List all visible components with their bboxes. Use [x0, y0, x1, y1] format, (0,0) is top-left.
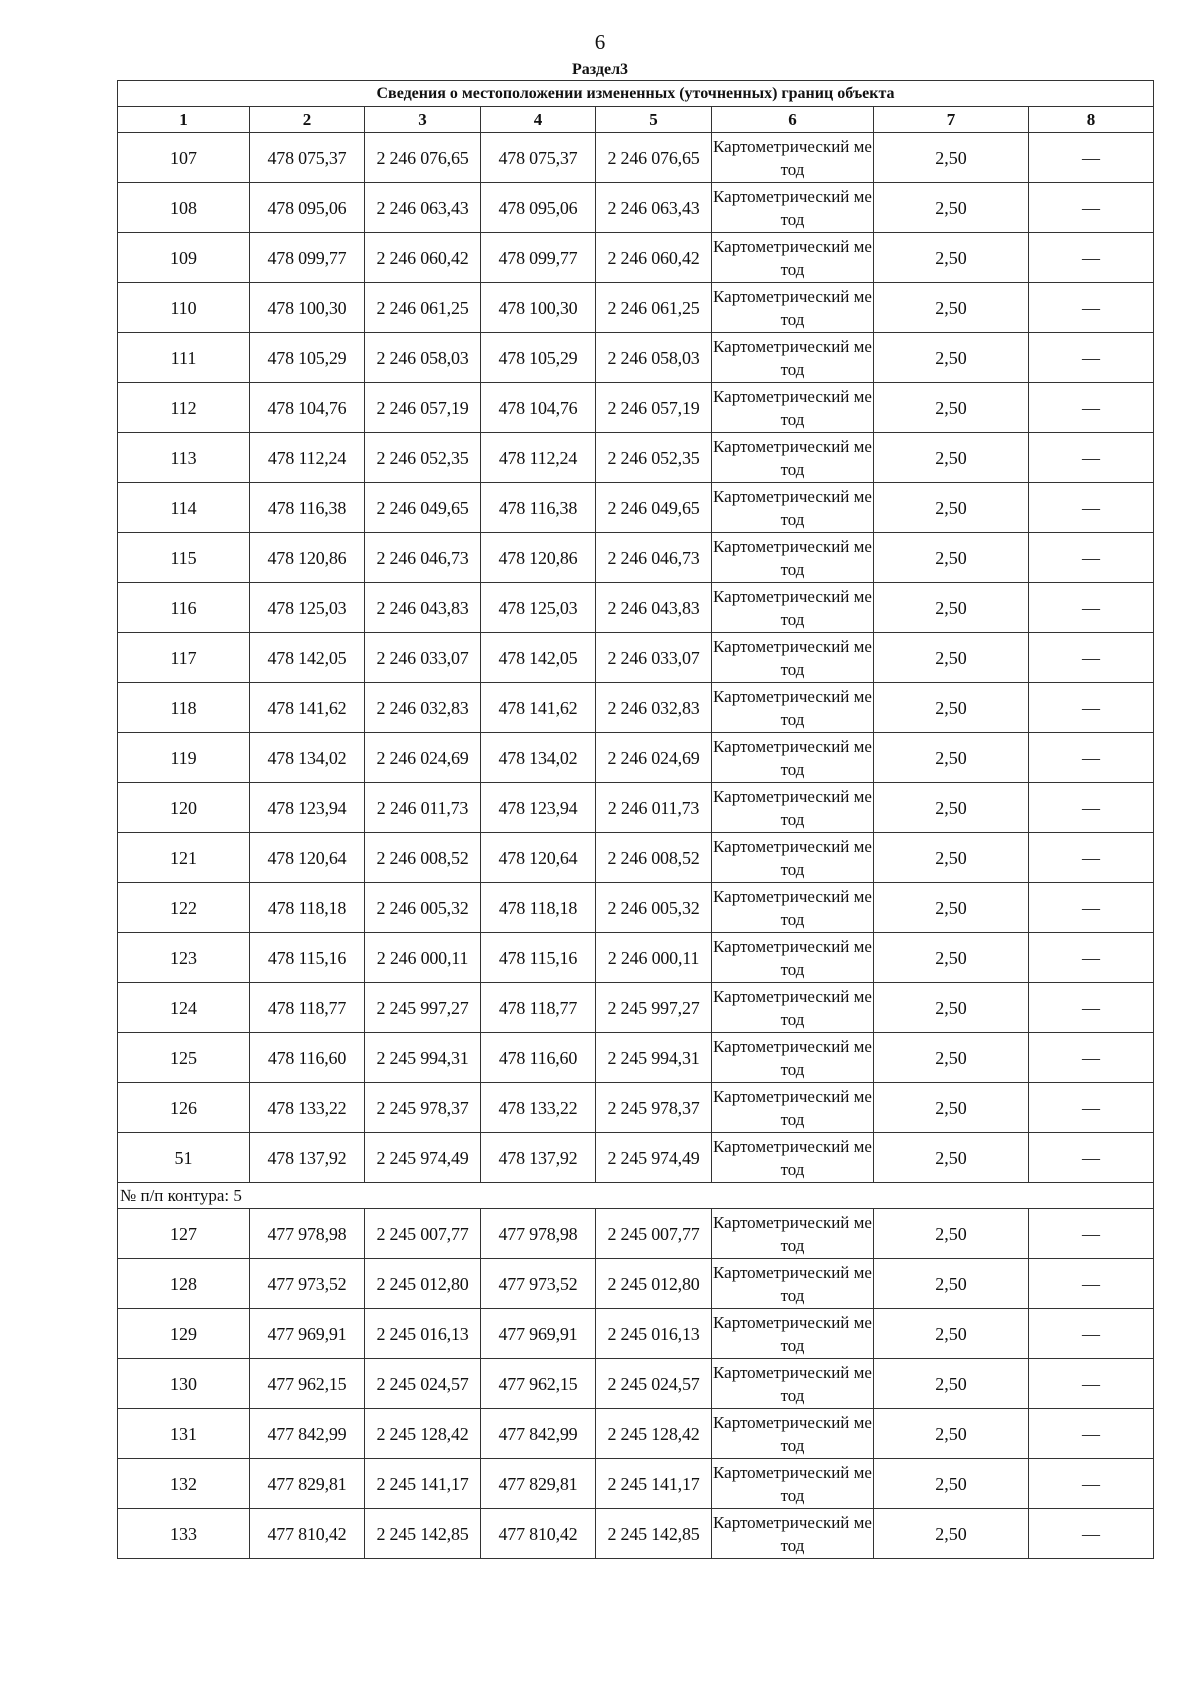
- x-coordinate-cell: 477 842,99: [481, 1409, 596, 1459]
- table-row: [118, 983, 1154, 1033]
- accuracy-cell: 2,50: [874, 1509, 1029, 1559]
- accuracy-cell: 2,50: [874, 833, 1029, 883]
- point-number-cell: 118: [118, 683, 250, 733]
- note-cell: —: [1029, 583, 1154, 633]
- point-number-cell: 108: [118, 183, 250, 233]
- point-number-cell: 117: [118, 633, 250, 683]
- x-coordinate-cell: 478 120,86: [481, 533, 596, 583]
- y-coordinate-cell: 2 246 011,73: [596, 783, 712, 833]
- accuracy-cell: 2,50: [874, 1259, 1029, 1309]
- y-coordinate-cell: 2 245 142,85: [365, 1509, 481, 1559]
- method-cell: Картометрический метод: [712, 883, 874, 933]
- x-coordinate-cell: 478 104,76: [481, 383, 596, 433]
- accuracy-cell: 2,50: [874, 883, 1029, 933]
- accuracy-cell: 2,50: [874, 433, 1029, 483]
- note-cell: —: [1029, 1509, 1154, 1559]
- point-number-cell: 119: [118, 733, 250, 783]
- x-coordinate-cell: 478 100,30: [481, 283, 596, 333]
- y-coordinate-cell: 2 246 005,32: [596, 883, 712, 933]
- x-coordinate-cell: 478 099,77: [481, 233, 596, 283]
- accuracy-cell: 2,50: [874, 933, 1029, 983]
- accuracy-cell: 2,50: [874, 783, 1029, 833]
- y-coordinate-cell: 2 246 043,83: [596, 583, 712, 633]
- y-coordinate-cell: 2 246 011,73: [365, 783, 481, 833]
- table-row: [118, 1133, 1154, 1183]
- table-row: [118, 133, 1154, 183]
- y-coordinate-cell: 2 246 057,19: [596, 383, 712, 433]
- y-coordinate-cell: 2 245 141,17: [365, 1459, 481, 1509]
- x-coordinate-cell: 478 118,18: [250, 883, 365, 933]
- method-cell: Картометрический метод: [712, 783, 874, 833]
- y-coordinate-cell: 2 246 008,52: [365, 833, 481, 883]
- table-body: [118, 81, 1154, 1559]
- y-coordinate-cell: 2 246 033,07: [596, 633, 712, 683]
- y-coordinate-cell: 2 245 012,80: [365, 1259, 481, 1309]
- x-coordinate-cell: 478 118,18: [481, 883, 596, 933]
- table-row: [118, 1259, 1154, 1309]
- column-header: 4: [481, 107, 596, 133]
- table-row: [118, 333, 1154, 383]
- note-cell: —: [1029, 433, 1154, 483]
- table-title-row: [118, 81, 1154, 107]
- table-row: [118, 1083, 1154, 1133]
- accuracy-cell: 2,50: [874, 133, 1029, 183]
- note-cell: —: [1029, 333, 1154, 383]
- method-cell: Картометрический метод: [712, 1133, 874, 1183]
- table-row: [118, 533, 1154, 583]
- point-number-cell: 127: [118, 1209, 250, 1259]
- note-cell: —: [1029, 1409, 1154, 1459]
- y-coordinate-cell: 2 246 046,73: [365, 533, 481, 583]
- method-cell: Картометрический метод: [712, 133, 874, 183]
- note-cell: —: [1029, 833, 1154, 883]
- point-number-cell: 107: [118, 133, 250, 183]
- y-coordinate-cell: 2 245 128,42: [365, 1409, 481, 1459]
- point-number-cell: 121: [118, 833, 250, 883]
- table-row: [118, 1409, 1154, 1459]
- column-header: 1: [118, 107, 250, 133]
- method-cell: Картометрический метод: [712, 1083, 874, 1133]
- x-coordinate-cell: 478 095,06: [481, 183, 596, 233]
- y-coordinate-cell: 2 246 000,11: [365, 933, 481, 983]
- y-coordinate-cell: 2 246 049,65: [596, 483, 712, 533]
- method-cell: Картометрический метод: [712, 1409, 874, 1459]
- y-coordinate-cell: 2 245 024,57: [365, 1359, 481, 1409]
- y-coordinate-cell: 2 246 024,69: [365, 733, 481, 783]
- y-coordinate-cell: 2 246 032,83: [596, 683, 712, 733]
- method-cell: Картометрический метод: [712, 383, 874, 433]
- accuracy-cell: 2,50: [874, 1033, 1029, 1083]
- method-cell: Картометрический метод: [712, 333, 874, 383]
- note-cell: —: [1029, 983, 1154, 1033]
- point-number-cell: 126: [118, 1083, 250, 1133]
- y-coordinate-cell: 2 245 128,42: [596, 1409, 712, 1459]
- x-coordinate-cell: 478 112,24: [250, 433, 365, 483]
- method-cell: Картометрический метод: [712, 1309, 874, 1359]
- point-number-cell: 131: [118, 1409, 250, 1459]
- point-number-cell: 110: [118, 283, 250, 333]
- note-cell: —: [1029, 183, 1154, 233]
- y-coordinate-cell: 2 246 005,32: [365, 883, 481, 933]
- table-row: [118, 183, 1154, 233]
- method-cell: Картометрический метод: [712, 1033, 874, 1083]
- y-coordinate-cell: 2 246 046,73: [596, 533, 712, 583]
- note-cell: —: [1029, 1133, 1154, 1183]
- point-number-cell: 113: [118, 433, 250, 483]
- accuracy-cell: 2,50: [874, 583, 1029, 633]
- y-coordinate-cell: 2 245 994,31: [596, 1033, 712, 1083]
- method-cell: Картометрический метод: [712, 533, 874, 583]
- note-cell: —: [1029, 633, 1154, 683]
- x-coordinate-cell: 478 099,77: [250, 233, 365, 283]
- note-cell: —: [1029, 133, 1154, 183]
- method-cell: Картометрический метод: [712, 183, 874, 233]
- accuracy-cell: 2,50: [874, 1459, 1029, 1509]
- table-row: [118, 633, 1154, 683]
- x-coordinate-cell: 478 134,02: [250, 733, 365, 783]
- column-header: 5: [596, 107, 712, 133]
- accuracy-cell: 2,50: [874, 533, 1029, 583]
- x-coordinate-cell: 478 141,62: [481, 683, 596, 733]
- x-coordinate-cell: 478 123,94: [250, 783, 365, 833]
- table-row: [118, 1459, 1154, 1509]
- x-coordinate-cell: 478 105,29: [250, 333, 365, 383]
- note-cell: —: [1029, 783, 1154, 833]
- table-row: [118, 433, 1154, 483]
- y-coordinate-cell: 2 246 057,19: [365, 383, 481, 433]
- accuracy-cell: 2,50: [874, 233, 1029, 283]
- column-header: 6: [712, 107, 874, 133]
- x-coordinate-cell: 478 125,03: [481, 583, 596, 633]
- note-cell: —: [1029, 383, 1154, 433]
- accuracy-cell: 2,50: [874, 1309, 1029, 1359]
- table-row: [118, 233, 1154, 283]
- column-header: 8: [1029, 107, 1154, 133]
- y-coordinate-cell: 2 245 024,57: [596, 1359, 712, 1409]
- x-coordinate-cell: 478 116,60: [481, 1033, 596, 1083]
- table-row: [118, 483, 1154, 533]
- accuracy-cell: 2,50: [874, 633, 1029, 683]
- x-coordinate-cell: 478 115,16: [250, 933, 365, 983]
- note-cell: —: [1029, 1083, 1154, 1133]
- x-coordinate-cell: 478 125,03: [250, 583, 365, 633]
- table-row: [118, 383, 1154, 433]
- note-cell: —: [1029, 933, 1154, 983]
- method-cell: Картометрический метод: [712, 483, 874, 533]
- x-coordinate-cell: 478 120,86: [250, 533, 365, 583]
- point-number-cell: 122: [118, 883, 250, 933]
- x-coordinate-cell: 477 810,42: [250, 1509, 365, 1559]
- y-coordinate-cell: 2 246 076,65: [596, 133, 712, 183]
- y-coordinate-cell: 2 246 060,42: [365, 233, 481, 283]
- x-coordinate-cell: 478 118,77: [250, 983, 365, 1033]
- method-cell: Картометрический метод: [712, 933, 874, 983]
- y-coordinate-cell: 2 246 024,69: [596, 733, 712, 783]
- x-coordinate-cell: 478 137,92: [250, 1133, 365, 1183]
- x-coordinate-cell: 477 978,98: [481, 1209, 596, 1259]
- method-cell: Картометрический метод: [712, 1259, 874, 1309]
- method-cell: Картометрический метод: [712, 983, 874, 1033]
- x-coordinate-cell: 477 978,98: [250, 1209, 365, 1259]
- contour-row: [118, 1183, 1154, 1209]
- table-row: [118, 733, 1154, 783]
- y-coordinate-cell: 2 245 978,37: [596, 1083, 712, 1133]
- note-cell: —: [1029, 283, 1154, 333]
- x-coordinate-cell: 478 133,22: [250, 1083, 365, 1133]
- table-row: [118, 933, 1154, 983]
- x-coordinate-cell: 478 075,37: [481, 133, 596, 183]
- note-cell: —: [1029, 1459, 1154, 1509]
- note-cell: —: [1029, 1033, 1154, 1083]
- y-coordinate-cell: 2 246 063,43: [596, 183, 712, 233]
- y-coordinate-cell: 2 246 049,65: [365, 483, 481, 533]
- y-coordinate-cell: 2 246 052,35: [365, 433, 481, 483]
- column-header: 7: [874, 107, 1029, 133]
- y-coordinate-cell: 2 246 008,52: [596, 833, 712, 883]
- table-row: [118, 1509, 1154, 1559]
- column-header: 3: [365, 107, 481, 133]
- y-coordinate-cell: 2 246 060,42: [596, 233, 712, 283]
- accuracy-cell: 2,50: [874, 733, 1029, 783]
- note-cell: —: [1029, 883, 1154, 933]
- point-number-cell: 120: [118, 783, 250, 833]
- note-cell: —: [1029, 233, 1154, 283]
- x-coordinate-cell: 478 095,06: [250, 183, 365, 233]
- table-header-row: [118, 107, 1154, 133]
- point-number-cell: 128: [118, 1259, 250, 1309]
- note-cell: —: [1029, 1359, 1154, 1409]
- table-row: [118, 1359, 1154, 1409]
- accuracy-cell: 2,50: [874, 1209, 1029, 1259]
- note-cell: —: [1029, 683, 1154, 733]
- x-coordinate-cell: 478 118,77: [481, 983, 596, 1033]
- point-number-cell: 114: [118, 483, 250, 533]
- y-coordinate-cell: 2 245 997,27: [596, 983, 712, 1033]
- table-row: [118, 1309, 1154, 1359]
- y-coordinate-cell: 2 245 997,27: [365, 983, 481, 1033]
- point-number-cell: 112: [118, 383, 250, 433]
- accuracy-cell: 2,50: [874, 383, 1029, 433]
- note-cell: —: [1029, 533, 1154, 583]
- x-coordinate-cell: 477 842,99: [250, 1409, 365, 1459]
- x-coordinate-cell: 477 962,15: [481, 1359, 596, 1409]
- note-cell: —: [1029, 1309, 1154, 1359]
- table-title: Сведения о местоположении измененных (уточненных) границ объекта: [118, 81, 1154, 107]
- method-cell: Картометрический метод: [712, 583, 874, 633]
- x-coordinate-cell: 478 142,05: [250, 633, 365, 683]
- x-coordinate-cell: 478 142,05: [481, 633, 596, 683]
- note-cell: —: [1029, 1259, 1154, 1309]
- accuracy-cell: 2,50: [874, 1133, 1029, 1183]
- y-coordinate-cell: 2 246 076,65: [365, 133, 481, 183]
- y-coordinate-cell: 2 245 007,77: [596, 1209, 712, 1259]
- x-coordinate-cell: 478 141,62: [250, 683, 365, 733]
- method-cell: Картометрический метод: [712, 283, 874, 333]
- x-coordinate-cell: 478 100,30: [250, 283, 365, 333]
- point-number-cell: 109: [118, 233, 250, 283]
- point-number-cell: 130: [118, 1359, 250, 1409]
- y-coordinate-cell: 2 246 052,35: [596, 433, 712, 483]
- point-number-cell: 116: [118, 583, 250, 633]
- accuracy-cell: 2,50: [874, 1409, 1029, 1459]
- accuracy-cell: 2,50: [874, 683, 1029, 733]
- point-number-cell: 123: [118, 933, 250, 983]
- y-coordinate-cell: 2 245 994,31: [365, 1033, 481, 1083]
- table-row: [118, 283, 1154, 333]
- method-cell: Картометрический метод: [712, 1209, 874, 1259]
- y-coordinate-cell: 2 246 000,11: [596, 933, 712, 983]
- x-coordinate-cell: 477 829,81: [481, 1459, 596, 1509]
- method-cell: Картометрический метод: [712, 683, 874, 733]
- table-row: [118, 883, 1154, 933]
- accuracy-cell: 2,50: [874, 283, 1029, 333]
- point-number-cell: 111: [118, 333, 250, 383]
- x-coordinate-cell: 478 112,24: [481, 433, 596, 483]
- x-coordinate-cell: 478 133,22: [481, 1083, 596, 1133]
- x-coordinate-cell: 477 962,15: [250, 1359, 365, 1409]
- method-cell: Картометрический метод: [712, 433, 874, 483]
- y-coordinate-cell: 2 245 141,17: [596, 1459, 712, 1509]
- x-coordinate-cell: 478 116,60: [250, 1033, 365, 1083]
- note-cell: —: [1029, 483, 1154, 533]
- page-number: 6: [594, 30, 606, 54]
- method-cell: Картометрический метод: [712, 733, 874, 783]
- accuracy-cell: 2,50: [874, 183, 1029, 233]
- y-coordinate-cell: 2 245 974,49: [365, 1133, 481, 1183]
- x-coordinate-cell: 478 075,37: [250, 133, 365, 183]
- y-coordinate-cell: 2 246 058,03: [596, 333, 712, 383]
- method-cell: Картометрический метод: [712, 1459, 874, 1509]
- x-coordinate-cell: 478 104,76: [250, 383, 365, 433]
- method-cell: Картометрический метод: [712, 1359, 874, 1409]
- point-number-cell: 125: [118, 1033, 250, 1083]
- accuracy-cell: 2,50: [874, 983, 1029, 1033]
- x-coordinate-cell: 478 115,16: [481, 933, 596, 983]
- section-title: Раздел3: [571, 61, 629, 78]
- y-coordinate-cell: 2 245 974,49: [596, 1133, 712, 1183]
- table-row: [118, 1033, 1154, 1083]
- y-coordinate-cell: 2 245 978,37: [365, 1083, 481, 1133]
- table-row: [118, 583, 1154, 633]
- y-coordinate-cell: 2 245 142,85: [596, 1509, 712, 1559]
- y-coordinate-cell: 2 246 061,25: [365, 283, 481, 333]
- accuracy-cell: 2,50: [874, 333, 1029, 383]
- table-row: [118, 1209, 1154, 1259]
- contour-label: № п/п контура: 5: [118, 1183, 1154, 1209]
- x-coordinate-cell: 477 829,81: [250, 1459, 365, 1509]
- x-coordinate-cell: 477 969,91: [250, 1309, 365, 1359]
- x-coordinate-cell: 478 120,64: [250, 833, 365, 883]
- y-coordinate-cell: 2 246 061,25: [596, 283, 712, 333]
- y-coordinate-cell: 2 246 063,43: [365, 183, 481, 233]
- x-coordinate-cell: 477 810,42: [481, 1509, 596, 1559]
- accuracy-cell: 2,50: [874, 483, 1029, 533]
- accuracy-cell: 2,50: [874, 1359, 1029, 1409]
- y-coordinate-cell: 2 245 016,13: [596, 1309, 712, 1359]
- accuracy-cell: 2,50: [874, 1083, 1029, 1133]
- coordinates-table: [117, 80, 1154, 1559]
- point-number-cell: 124: [118, 983, 250, 1033]
- y-coordinate-cell: 2 245 012,80: [596, 1259, 712, 1309]
- point-number-cell: 129: [118, 1309, 250, 1359]
- y-coordinate-cell: 2 245 007,77: [365, 1209, 481, 1259]
- y-coordinate-cell: 2 246 058,03: [365, 333, 481, 383]
- table-row: [118, 833, 1154, 883]
- table-row: [118, 683, 1154, 733]
- point-number-cell: 133: [118, 1509, 250, 1559]
- x-coordinate-cell: 477 969,91: [481, 1309, 596, 1359]
- method-cell: Картометрический метод: [712, 833, 874, 883]
- x-coordinate-cell: 477 973,52: [481, 1259, 596, 1309]
- x-coordinate-cell: 478 134,02: [481, 733, 596, 783]
- method-cell: Картометрический метод: [712, 1509, 874, 1559]
- x-coordinate-cell: 478 116,38: [250, 483, 365, 533]
- y-coordinate-cell: 2 246 043,83: [365, 583, 481, 633]
- note-cell: —: [1029, 1209, 1154, 1259]
- y-coordinate-cell: 2 246 033,07: [365, 633, 481, 683]
- point-number-cell: 115: [118, 533, 250, 583]
- x-coordinate-cell: 477 973,52: [250, 1259, 365, 1309]
- point-number-cell: 132: [118, 1459, 250, 1509]
- x-coordinate-cell: 478 116,38: [481, 483, 596, 533]
- x-coordinate-cell: 478 123,94: [481, 783, 596, 833]
- x-coordinate-cell: 478 137,92: [481, 1133, 596, 1183]
- y-coordinate-cell: 2 245 016,13: [365, 1309, 481, 1359]
- y-coordinate-cell: 2 246 032,83: [365, 683, 481, 733]
- point-number-cell: 51: [118, 1133, 250, 1183]
- x-coordinate-cell: 478 105,29: [481, 333, 596, 383]
- column-header: 2: [250, 107, 365, 133]
- method-cell: Картометрический метод: [712, 233, 874, 283]
- note-cell: —: [1029, 733, 1154, 783]
- table-row: [118, 783, 1154, 833]
- method-cell: Картометрический метод: [712, 633, 874, 683]
- x-coordinate-cell: 478 120,64: [481, 833, 596, 883]
